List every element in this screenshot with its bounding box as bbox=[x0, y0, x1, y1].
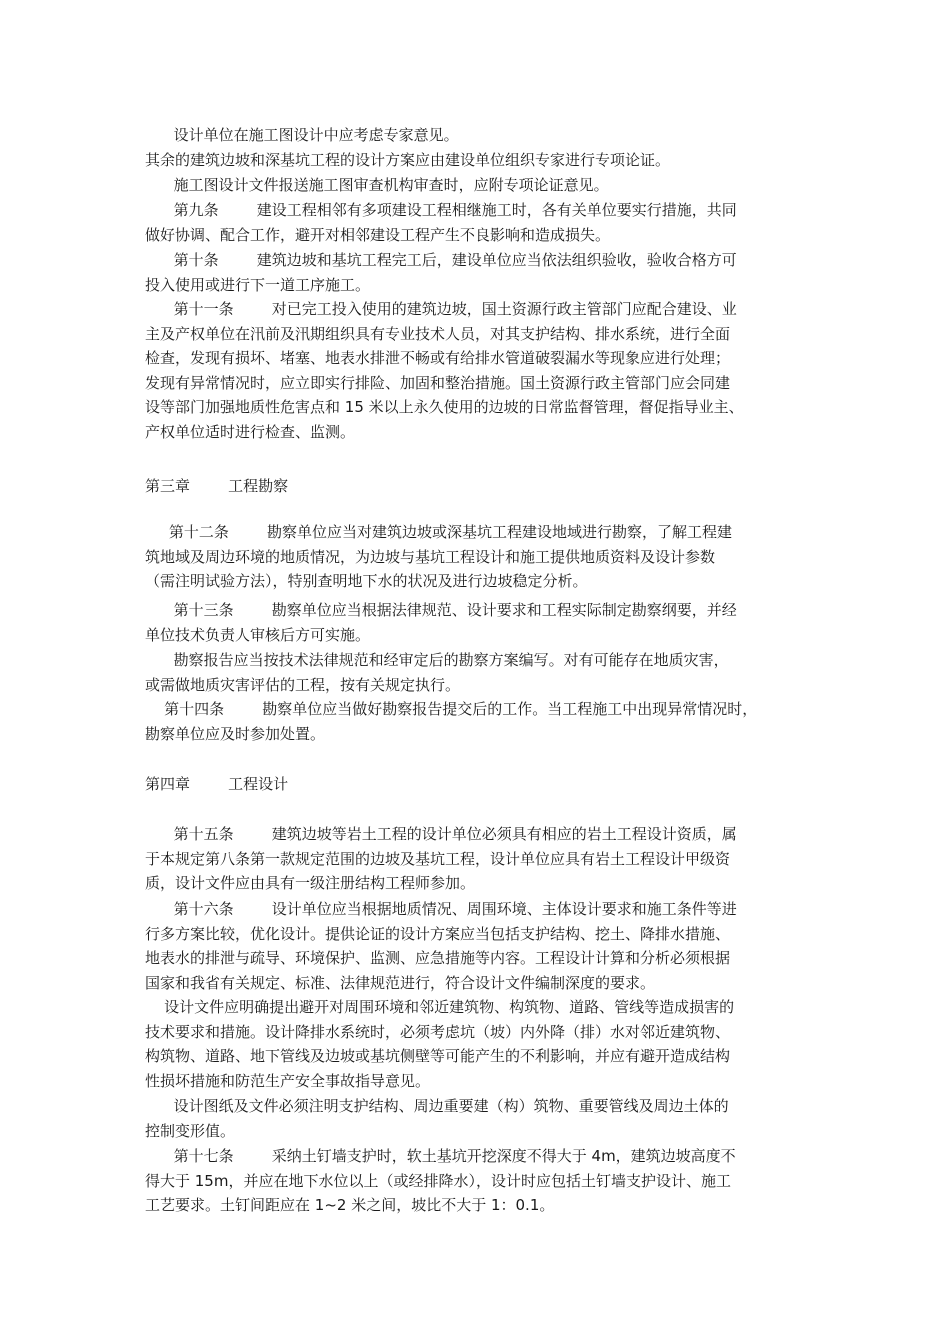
paragraph bbox=[145, 1094, 810, 1143]
article-13 bbox=[145, 598, 810, 647]
text-line: 第九条 建设工程相邻有多项建设工程相继施工时，各有关单位要实行措施，共同 bbox=[145, 201, 737, 219]
text-line: 于本规定第八条第一款规定范围的边坡及基坑工程，设计单位应具有岩土工程设计甲级资 bbox=[145, 849, 731, 868]
paragraph bbox=[145, 173, 810, 198]
paragraph bbox=[145, 123, 810, 148]
text-line: 第十二条 勘察单位应当对建筑边坡或深基坑工程建设地域进行勘察，了解工程建 bbox=[145, 523, 732, 541]
chapter-4-heading: 第四章 工程设计 bbox=[145, 775, 289, 793]
text-line: 或需做地质灾害评估的工程，按有关规定执行。 bbox=[145, 675, 461, 694]
article-16 bbox=[145, 897, 810, 995]
text-line: 其余的建筑边坡和深基坑工程的设计方案应由建设单位组织专家进行专项论证。 bbox=[145, 151, 671, 169]
text-line: 第十一条 对已完工投入使用的建筑边坡，国土资源行政主管部门应配合建设、业 bbox=[145, 300, 737, 318]
article-9 bbox=[145, 198, 810, 247]
text-line: 第十条 建筑边坡和基坑工程完工后，建设单位应当依法组织验收，验收合格方可 bbox=[145, 251, 737, 269]
text-line: 控制变形值。 bbox=[145, 1121, 236, 1140]
text-line: 第十六条 设计单位应当根据地质情况、周围环境、主体设计要求和施工条件等进 bbox=[145, 900, 737, 918]
text-line: 单位技术负责人审核后方可实施。 bbox=[145, 625, 371, 644]
text-line: 第十四条 勘察单位应当做好勘察报告提交后的工作。当工程施工中出现异常情况时， bbox=[145, 700, 758, 718]
text-line: 设计文件应明确提出避开对周围环境和邻近建筑物、构筑物、道路、管线等造成损害的 bbox=[145, 998, 735, 1016]
text-line: 性损坏措施和防范生产安全事故指导意见。 bbox=[145, 1071, 431, 1090]
article-14 bbox=[145, 697, 810, 746]
text-line: 筑地域及周边环境的地质情况，为边坡与基坑工程设计和施工提供地质资料及设计参数 bbox=[145, 547, 716, 566]
text-line: 地表水的排泄与疏导、环境保护、监测、应急措施等内容。工程设计计算和分析必须根据 bbox=[145, 949, 731, 967]
text-line: 第十七条 采纳土钉墙支护时，软土基坑开挖深度不得大于 4m，建筑边坡高度不 bbox=[145, 1147, 736, 1165]
text-line: 国家和我省有关规定、标准、法律规范进行，符合设计文件编制深度的要求。 bbox=[145, 973, 656, 992]
text-line: 行多方案比较，优化设计。提供论证的设计方案应当包括支护结构、挖土、降排水措施、 bbox=[145, 924, 731, 943]
article-17 bbox=[145, 1144, 810, 1218]
text-line: 构筑物、道路、地下管线及边坡或基坑侧壁等可能产生的不利影响，并应有避开造成结构 bbox=[145, 1047, 731, 1065]
paragraph bbox=[145, 648, 810, 697]
text-line: 勘察报告应当按技术法律规范和经审定后的勘察方案编写。对有可能存在地质灾害， bbox=[145, 651, 729, 669]
text-line: 设计图纸及文件必须注明支护结构、周边重要建（构）筑物、重要管线及周边土体的 bbox=[145, 1097, 729, 1115]
text-line: 主及产权单位在汛前及汛期组织具有专业技术人员，对其支护结构、排水系统，进行全面 bbox=[145, 324, 731, 343]
text-line: （需注明试验方法），特别查明地下水的状况及进行边坡稳定分析。 bbox=[145, 572, 588, 590]
text-line: 做好协调、配合工作，避开对相邻建设工程产生不良影响和造成损失。 bbox=[145, 225, 611, 244]
text-line: 质，设计文件应由具有一级注册结构工程师参加。 bbox=[145, 874, 476, 892]
paragraph bbox=[145, 995, 810, 1093]
text-line: 设计单位在施工图设计中应考虑专家意见。 bbox=[145, 126, 459, 144]
text-line: 技术要求和措施。设计降排水系统时，必须考虑坑（坡）内外降（排）水对邻近建筑物、 bbox=[145, 1022, 731, 1041]
text-line: 第十三条 勘察单位应当根据法律规范、设计要求和工程实际制定勘察纲要，并经 bbox=[145, 601, 737, 619]
article-15 bbox=[145, 822, 810, 896]
text-line: 勘察单位应及时参加处置。 bbox=[145, 724, 326, 743]
text-line: 检查，发现有损坏、堵塞、地表水排泄不畅或有给排水管道破裂漏水等现象应进行处理； bbox=[145, 349, 731, 367]
article-11 bbox=[145, 297, 810, 444]
text-line: 得大于 15m，并应在地下水位以上（或经排降水），设计时应包括土钉墙支护设计、施工 bbox=[145, 1171, 731, 1190]
text-line: 设等部门加强地质性危害点和 15 米以上永久使用的边坡的日常监督管理，督促指导业主、 bbox=[145, 398, 744, 416]
chapter-3-heading: 第三章 工程勘察 bbox=[145, 477, 289, 495]
text-line: 产权单位适时进行检查、监测。 bbox=[145, 422, 356, 441]
article-12 bbox=[145, 520, 810, 594]
text-line: 第十五条 建筑边坡等岩土工程的设计单位必须具有相应的岩土工程设计资质，属 bbox=[145, 825, 737, 843]
text-line: 工艺要求。土钉间距应在 1~2 米之间，坡比不大于 1：0.1。 bbox=[145, 1196, 555, 1214]
text-line: 投入使用或进行下一道工序施工。 bbox=[145, 275, 371, 294]
text-line: 施工图设计文件报送施工图审查机构审查时，应附专项论证意见。 bbox=[145, 176, 609, 194]
text-line: 发现有异常情况时，应立即实行排险、加固和整治措施。国土资源行政主管部门应会同建 bbox=[145, 373, 731, 392]
paragraph bbox=[145, 148, 810, 173]
article-10 bbox=[145, 248, 810, 297]
